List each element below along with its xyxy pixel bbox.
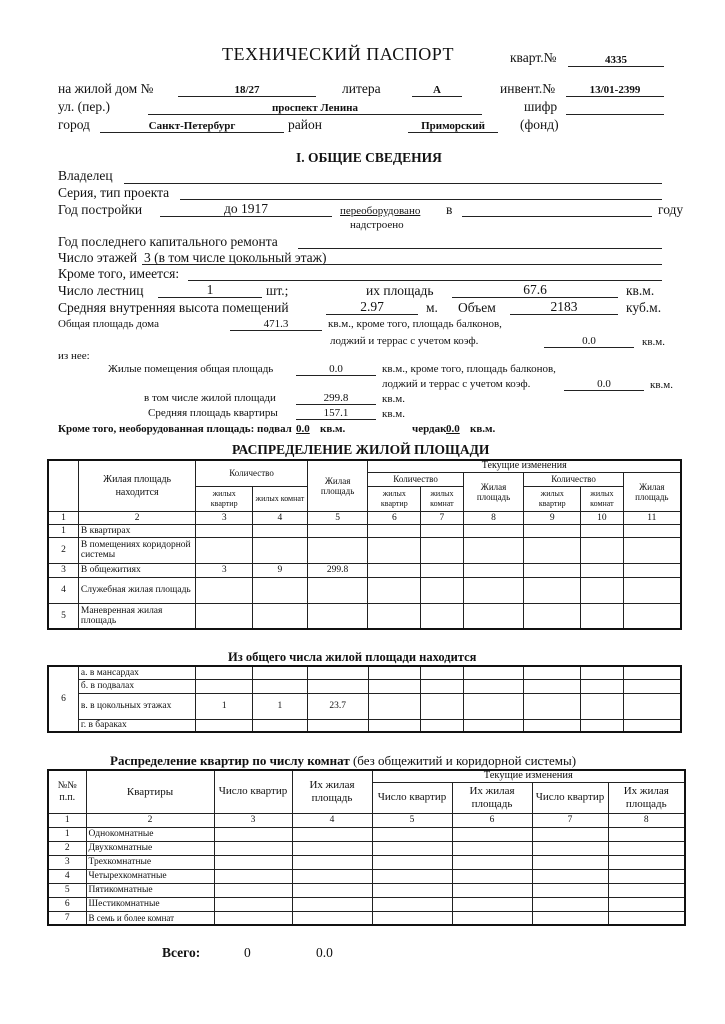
loggia-value: 0.0	[582, 335, 596, 347]
total-count: 0	[244, 945, 251, 960]
num-cell: 7	[532, 813, 608, 827]
rooms-dist-title-rest: (без общежитий и коридорной системы)	[352, 753, 577, 768]
col-qty: Количество	[196, 460, 307, 486]
col-apts: Квартиры	[86, 770, 214, 813]
superstructure-label: надстроено	[350, 219, 404, 231]
total-area-suffix: кв.м., кроме того, площадь балконов,	[328, 318, 502, 330]
stairs-area-label: их площадь	[366, 283, 434, 298]
located-num: 6	[48, 666, 78, 732]
col-qty-3: Количество	[524, 472, 623, 486]
year-value: до 1917	[224, 201, 268, 216]
row-apts	[196, 577, 253, 603]
row-rooms	[253, 719, 308, 732]
rayon-value: Приморский	[421, 120, 485, 132]
volume-value: 2183	[550, 299, 578, 314]
row-apts	[196, 666, 253, 679]
table-row	[48, 883, 685, 897]
row-name: В общежитиях	[78, 563, 195, 577]
col-area-3: Жилая площадь	[623, 472, 681, 511]
table-row	[48, 577, 681, 603]
num-cell: 8	[463, 511, 524, 524]
table-row	[48, 693, 681, 719]
row-num: 6	[48, 897, 86, 911]
city-value: Санкт-Петербург	[148, 120, 236, 132]
incl-living-value: 299.8	[323, 392, 349, 404]
col-apts-2: жилых квартир	[368, 486, 421, 511]
litera-value: А	[433, 84, 441, 96]
row-area: 299.8	[307, 563, 368, 577]
col-count: Число квартир	[214, 770, 292, 813]
num-cell: 2	[78, 511, 195, 524]
avg-apt-value: 157.1	[323, 407, 349, 419]
distribution-title: РАСПРЕДЕЛЕНИЕ ЖИЛОЙ ПЛОЩАДИ	[232, 442, 490, 457]
document-title: ТЕХНИЧЕСКИЙ ПАСПОРТ	[222, 44, 455, 64]
basement-unit: кв.м.	[320, 423, 346, 435]
height-unit: м.	[426, 300, 438, 315]
total-area-label: Общая площадь дома	[58, 318, 159, 330]
row-num: 3	[48, 563, 78, 577]
section-general-title: I. ОБЩИЕ СВЕДЕНИЯ	[296, 150, 442, 165]
col-qty-2: Количество	[368, 472, 463, 486]
num-cell: 11	[623, 511, 681, 524]
row-name: Четырехкомнатные	[86, 869, 214, 883]
row-area: 23.7	[307, 693, 368, 719]
row-area	[307, 666, 368, 679]
living-premises-value: 0.0	[329, 363, 343, 375]
col-area-2: Жилая площадь	[463, 472, 524, 511]
floors-value: 3 (в том числе цокольный этаж)	[144, 250, 327, 265]
table-row	[48, 603, 681, 629]
floors-label: Число этажей	[58, 250, 138, 265]
row-area	[307, 524, 368, 537]
living-loggia-value: 0.0	[597, 378, 611, 390]
row-area	[307, 577, 368, 603]
col-rooms: жилых комнат	[253, 486, 308, 511]
table-row	[48, 855, 685, 869]
col-count-2: Число квартир	[372, 782, 452, 813]
rooms-dist-title	[110, 753, 576, 769]
of-them-label: из нее:	[58, 350, 90, 362]
in-label: в	[446, 202, 453, 217]
num-cell: 10	[581, 511, 624, 524]
house-value: 18/27	[234, 84, 260, 96]
rayon-label: район	[288, 117, 322, 132]
num-cell: 2	[86, 813, 214, 827]
row-apts	[196, 603, 253, 629]
row-rooms	[253, 537, 308, 563]
num-cell: 1	[48, 511, 78, 524]
unequipped-text: Кроме того, необорудованная площадь: подвал	[58, 423, 292, 435]
loggia-text: лоджий и террас с учетом коэф.	[330, 335, 479, 347]
reequipped-label: переоборудовано	[340, 205, 421, 217]
invent-label: инвент.№	[500, 81, 556, 96]
row-apts: 1	[196, 693, 253, 719]
distribution-table	[47, 459, 682, 630]
series-label: Серия, тип проекта	[58, 185, 170, 200]
num-cell: 3	[214, 813, 292, 827]
row-num: 5	[48, 603, 78, 629]
located-title: Из общего числа жилой площади находится	[228, 650, 477, 664]
table-row	[48, 666, 681, 679]
volume-label: Объем	[458, 300, 496, 315]
stairs-label: Число лестниц	[58, 283, 144, 298]
row-name: Маневренная жилая площадь	[78, 603, 195, 629]
attic-unit: кв.м.	[470, 423, 496, 435]
litera-label: литера	[342, 81, 381, 96]
col-current: Текущие изменения	[372, 770, 685, 782]
col-current: Текущие изменения	[368, 460, 681, 472]
row-num: 5	[48, 883, 86, 897]
row-apts: 3	[196, 563, 253, 577]
table-row	[48, 524, 681, 537]
row-num: 2	[48, 841, 86, 855]
located-table	[47, 665, 682, 733]
num-cell: 5	[307, 511, 368, 524]
col-rooms-3: жилых комнат	[581, 486, 624, 511]
row-num: 2	[48, 537, 78, 563]
row-num: 4	[48, 577, 78, 603]
total-label: Всего:	[162, 945, 201, 960]
num-cell: 1	[48, 813, 86, 827]
row-name: Шестикомнатные	[86, 897, 214, 911]
table-row	[48, 827, 685, 841]
col-rooms-2: жилых комнат	[421, 486, 464, 511]
row-name: В помещениях коридорной системы	[78, 537, 195, 563]
row-area	[307, 679, 368, 693]
attic-label: чердак	[412, 423, 447, 435]
height-value: 2.97	[360, 299, 384, 314]
repair-label: Год последнего капитального ремонта	[58, 234, 278, 249]
row-num: 4	[48, 869, 86, 883]
row-rooms: 9	[253, 563, 308, 577]
row-area	[307, 719, 368, 732]
stairs-value: 1	[206, 282, 214, 297]
incl-living-label: в том числе жилой площади	[144, 392, 276, 404]
table-row	[48, 897, 685, 911]
besides-label: Кроме того, имеется:	[58, 266, 180, 281]
num-cell: 9	[524, 511, 581, 524]
col-area-2: Их жилая площадь	[452, 782, 532, 813]
kvart-value: 4335	[605, 54, 627, 66]
row-area	[307, 603, 368, 629]
year-label: Год постройки	[58, 202, 143, 217]
avg-apt-label: Средняя площадь квартиры	[148, 407, 278, 419]
col-area: Их жилая площадь	[292, 770, 372, 813]
living-premises-label: Жилые помещения общая площадь	[108, 363, 274, 375]
rooms-dist-title-bold: Распределение квартир по числу комнат	[110, 753, 350, 768]
num-cell: 8	[608, 813, 685, 827]
col-area: Жилая площадь	[307, 460, 368, 511]
living-premises-suffix: кв.м., кроме того, площадь балконов,	[382, 363, 556, 375]
row-name: Однокомнатные	[86, 827, 214, 841]
rooms-dist-table	[47, 769, 686, 926]
row-apts	[196, 719, 253, 732]
col-apts-3: жилых квартир	[524, 486, 581, 511]
row-num: 1	[48, 827, 86, 841]
incl-living-unit: кв.м.	[382, 393, 405, 405]
owner-label: Владелец	[58, 168, 113, 183]
city-label: город	[58, 117, 90, 132]
col-count-3: Число квартир	[532, 782, 608, 813]
row-name: в. в цокольных этажах	[78, 693, 195, 719]
row-rooms	[253, 679, 308, 693]
table-row	[48, 563, 681, 577]
row-name: Двухкомнатные	[86, 841, 214, 855]
living-loggia-unit: кв.м.	[650, 379, 673, 391]
num-cell: 4	[292, 813, 372, 827]
street-label: ул. (пер.)	[58, 99, 110, 114]
row-name: Трехкомнатные	[86, 855, 214, 869]
row-num: 3	[48, 855, 86, 869]
total-area-value: 471.3	[263, 318, 289, 330]
row-name: Служебная жилая площадь	[78, 577, 195, 603]
year-suffix: году	[658, 202, 684, 217]
col-area-3: Их жилая площадь	[608, 782, 685, 813]
table-row	[48, 537, 681, 563]
row-apts	[196, 524, 253, 537]
stairs-unit: шт.;	[266, 283, 289, 298]
stairs-area-value: 67.6	[523, 282, 547, 297]
row-name: В семь и более комнат	[86, 911, 214, 925]
row-rooms	[253, 603, 308, 629]
row-apts	[196, 679, 253, 693]
row-name: а. в мансардах	[78, 666, 195, 679]
row-name: б. в подвалах	[78, 679, 195, 693]
street-value: проспект Ленина	[271, 102, 359, 114]
num-cell: 6	[368, 511, 421, 524]
living-loggia-text: лоджий и террас с учетом коэф.	[382, 378, 531, 390]
col-located: Жилая площадь находится	[78, 460, 195, 511]
stairs-area-unit: кв.м.	[626, 283, 655, 298]
num-cell: 5	[372, 813, 452, 827]
loggia-unit: кв.м.	[642, 336, 665, 348]
row-name: г. в бараках	[78, 719, 195, 732]
kvart-label: кварт.№	[510, 50, 557, 65]
total-area: 0.0	[316, 945, 333, 960]
row-apts	[196, 537, 253, 563]
table-row	[48, 911, 685, 925]
num-cell: 7	[421, 511, 464, 524]
avg-apt-unit: кв.м.	[382, 408, 405, 420]
row-num: 7	[48, 911, 86, 925]
fond-label: (фонд)	[520, 117, 559, 132]
num-cell: 4	[253, 511, 308, 524]
house-label: на жилой дом №	[58, 81, 154, 96]
table-row	[48, 869, 685, 883]
row-name: В квартирах	[78, 524, 195, 537]
row-area	[307, 537, 368, 563]
col-num: №№ п.п.	[48, 770, 86, 813]
row-rooms	[253, 524, 308, 537]
row-rooms	[253, 666, 308, 679]
basement-value: 0.0	[296, 423, 310, 435]
row-rooms	[253, 577, 308, 603]
row-rooms: 1	[253, 693, 308, 719]
num-cell: 3	[196, 511, 253, 524]
shifr-label: шифр	[524, 99, 558, 114]
row-num: 1	[48, 524, 78, 537]
volume-unit: куб.м.	[626, 300, 662, 315]
table-row	[48, 719, 681, 732]
invent-value: 13/01-2399	[589, 84, 641, 96]
table-row	[48, 679, 681, 693]
col-apts: жилых квартир	[196, 486, 253, 511]
height-label: Средняя внутренняя высота помещений	[58, 300, 289, 315]
table-row	[48, 841, 685, 855]
attic-value: 0.0	[446, 423, 460, 435]
row-name: Пятикомнатные	[86, 883, 214, 897]
num-cell: 6	[452, 813, 532, 827]
